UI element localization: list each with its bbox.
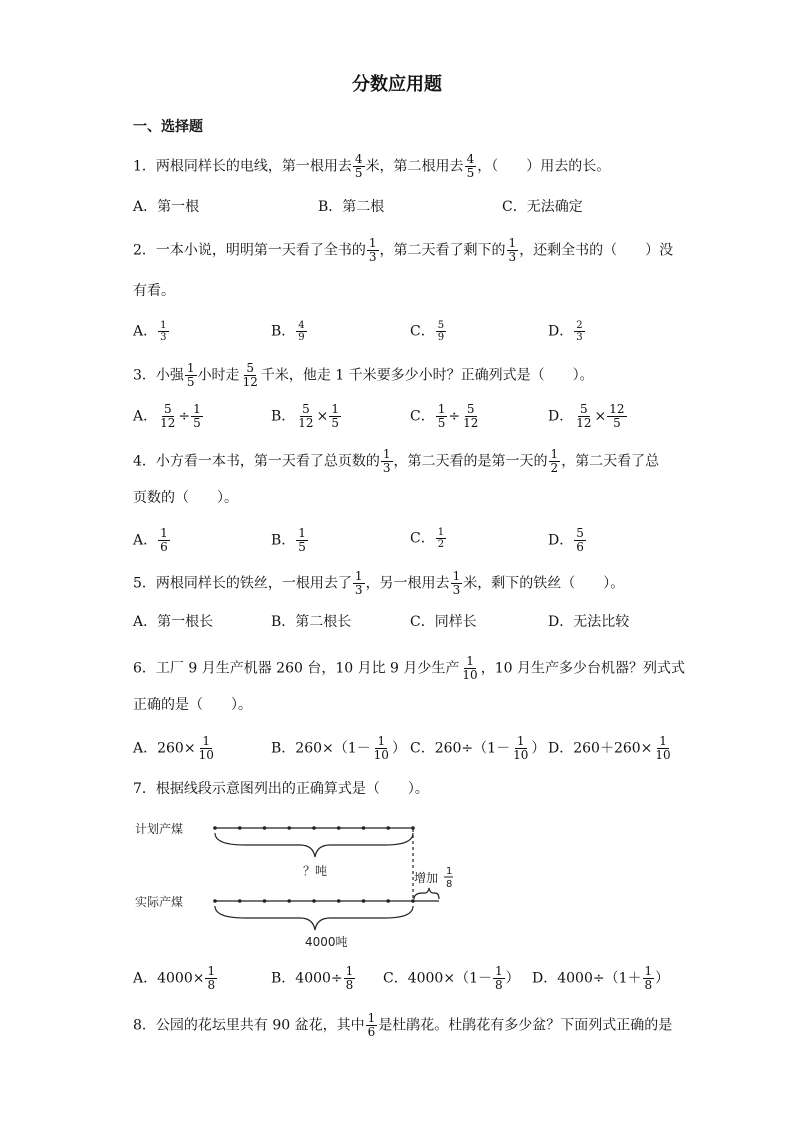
- q7-option-a[interactable]: A．4000× $\frac{1}{8}$: [133, 964, 216, 992]
- q6-option-b[interactable]: B．260×（1－ $\frac{1}{10}$ ）: [271, 734, 406, 762]
- q1-option-b[interactable]: B．第二根: [318, 199, 385, 215]
- fraction: $\frac{1}{3}$: [508, 236, 517, 264]
- tick-dot: [386, 899, 390, 903]
- q5-option-d[interactable]: D．无法比较: [548, 614, 630, 630]
- tick-dot: [213, 826, 217, 830]
- tick-dot: [337, 899, 341, 903]
- tick-dot: [238, 899, 242, 903]
- q2-option-d[interactable]: D． $\frac{2}{3}$: [548, 320, 583, 343]
- q1-option-c[interactable]: C．无法确定: [502, 199, 583, 215]
- tick-dot: [337, 826, 341, 830]
- section-heading: 一、选择题: [133, 119, 203, 135]
- q5-option-a[interactable]: A．第一根长: [133, 614, 214, 630]
- q3-option-a[interactable]: A． $\frac{5}{12}$ ÷ $\frac{1}{5}$: [133, 402, 201, 430]
- plan-label: 计划产煤: [135, 822, 184, 836]
- tick-dot: [312, 899, 316, 903]
- question-4-continued: 页数的（ ）。: [133, 490, 238, 506]
- q1-text-pre: 1．两根同样长的电线，第一根用去: [133, 158, 352, 175]
- fraction: $\frac{1}{3}$: [368, 236, 377, 264]
- q4-option-a[interactable]: A． $\frac{1}{6}$: [133, 526, 168, 554]
- plan-brace: [215, 833, 413, 857]
- q2-option-c[interactable]: C． $\frac{5}{9}$: [410, 320, 445, 343]
- question-5: 5．两根同样长的铁丝，一根用去了 $\frac{1}{3}$ ，另一根用去 $\frac{1}{3}$ 米，剩下的铁丝（ ）。: [133, 569, 625, 597]
- tick-dot: [238, 826, 242, 830]
- q2-option-b[interactable]: B． $\frac{4}{9}$: [271, 320, 305, 343]
- question-7: 7．根据线段示意图列出的正确算式是（ ）。: [133, 781, 429, 797]
- q6-option-a[interactable]: A．260× $\frac{1}{10}$: [133, 734, 214, 762]
- question-2-continued: 有看。: [133, 283, 175, 299]
- q2-option-a[interactable]: A． $\frac{1}{3}$: [133, 320, 167, 343]
- q3-option-b[interactable]: B． $\frac{5}{12}$ × $\frac{1}{5}$: [271, 402, 339, 430]
- actual-label: 实际产煤: [135, 895, 184, 909]
- increase-frac-den: 8: [446, 879, 453, 890]
- fraction: $\frac{4}{5}$: [354, 152, 363, 180]
- tick-dot: [287, 826, 291, 830]
- tick-dot: [287, 899, 291, 903]
- question-6-continued: 正确的是（ ）。: [133, 697, 252, 713]
- fraction: $\frac{4}{5}$: [466, 152, 475, 180]
- q7-option-b[interactable]: B．4000÷ $\frac{1}{8}$: [271, 964, 354, 992]
- q4-option-b[interactable]: B． $\frac{1}{5}$: [271, 526, 306, 554]
- q6-option-d[interactable]: D．260＋260× $\frac{1}{10}$: [548, 734, 671, 762]
- tick-dot: [362, 826, 366, 830]
- question-4: 4．小方看一本书，第一天看了总页数的 $\frac{1}{3}$ ，第二天看的是第一天的 $\frac{1}{2}$ ，第二天看了总: [133, 447, 660, 475]
- q5-option-c[interactable]: C．同样长: [410, 614, 477, 630]
- q7-option-c[interactable]: C．4000×（1－ $\frac{1}{8}$ ）: [383, 964, 520, 992]
- q4-option-c[interactable]: C． $\frac{1}{2}$: [410, 527, 445, 550]
- q4-option-d[interactable]: D． $\frac{5}{6}$: [548, 526, 584, 554]
- tick-dot: [312, 826, 316, 830]
- actual-value: 4000吨: [305, 935, 348, 949]
- increase-frac-num: 1: [446, 866, 453, 877]
- question-2: 2．一本小说，明明第一天看了全书的 $\frac{1}{3}$ ，第二天看了剩下的 $\frac{1}{3}$ ，还剩全书的（ ）没: [133, 236, 674, 264]
- q1-text-post: ，（ ）用去的长。: [477, 158, 611, 175]
- tick-dot: [362, 899, 366, 903]
- tick-dot: [213, 899, 217, 903]
- tick-dot: [263, 899, 267, 903]
- tick-dot: [411, 899, 415, 903]
- q3-option-c[interactable]: C． $\frac{1}{5}$ ÷ $\frac{5}{12}$: [410, 402, 479, 430]
- q1-option-a[interactable]: A．第一根: [133, 199, 200, 215]
- q7-option-d[interactable]: D．4000÷（1＋ $\frac{1}{8}$ ）: [532, 964, 670, 992]
- line-segment-diagram: [135, 815, 455, 955]
- question-8: 8．公园的花坛里共有 90 盆花，其中 $\frac{1}{6}$ 是杜鹃花。杜鹃花有多少盆？下面列式正确的是: [133, 1011, 673, 1039]
- question-6: 6．工厂 9 月生产机器 260 台，10 月比 9 月少生产 $\frac{1}{10}$ ，10 月生产多少台机器？列式式: [133, 654, 685, 682]
- question-3: 3．小强 $\frac{1}{5}$ 小时走 $\frac{5}{12}$ 千米，他走 1 千米要多少小时？正确列式是（ ）。: [133, 361, 594, 389]
- q6-option-c[interactable]: C．260÷（1－ $\frac{1}{10}$ ）: [410, 734, 546, 762]
- q3-option-d[interactable]: D． $\frac{5}{12}$ × $\frac{12}{5}$: [548, 402, 625, 430]
- plan-question: ？吨: [303, 864, 328, 878]
- tick-dot: [386, 826, 390, 830]
- question-1: [133, 153, 610, 180]
- q5-option-b[interactable]: B．第二根长: [271, 614, 352, 630]
- tick-dot: [263, 826, 267, 830]
- increase-label: 增加: [414, 871, 439, 885]
- increase-brace: [414, 888, 439, 899]
- q1-text-mid: 米，第二根用去: [365, 158, 464, 175]
- page-title: 分数应用题: [352, 74, 442, 95]
- actual-brace: [215, 906, 413, 930]
